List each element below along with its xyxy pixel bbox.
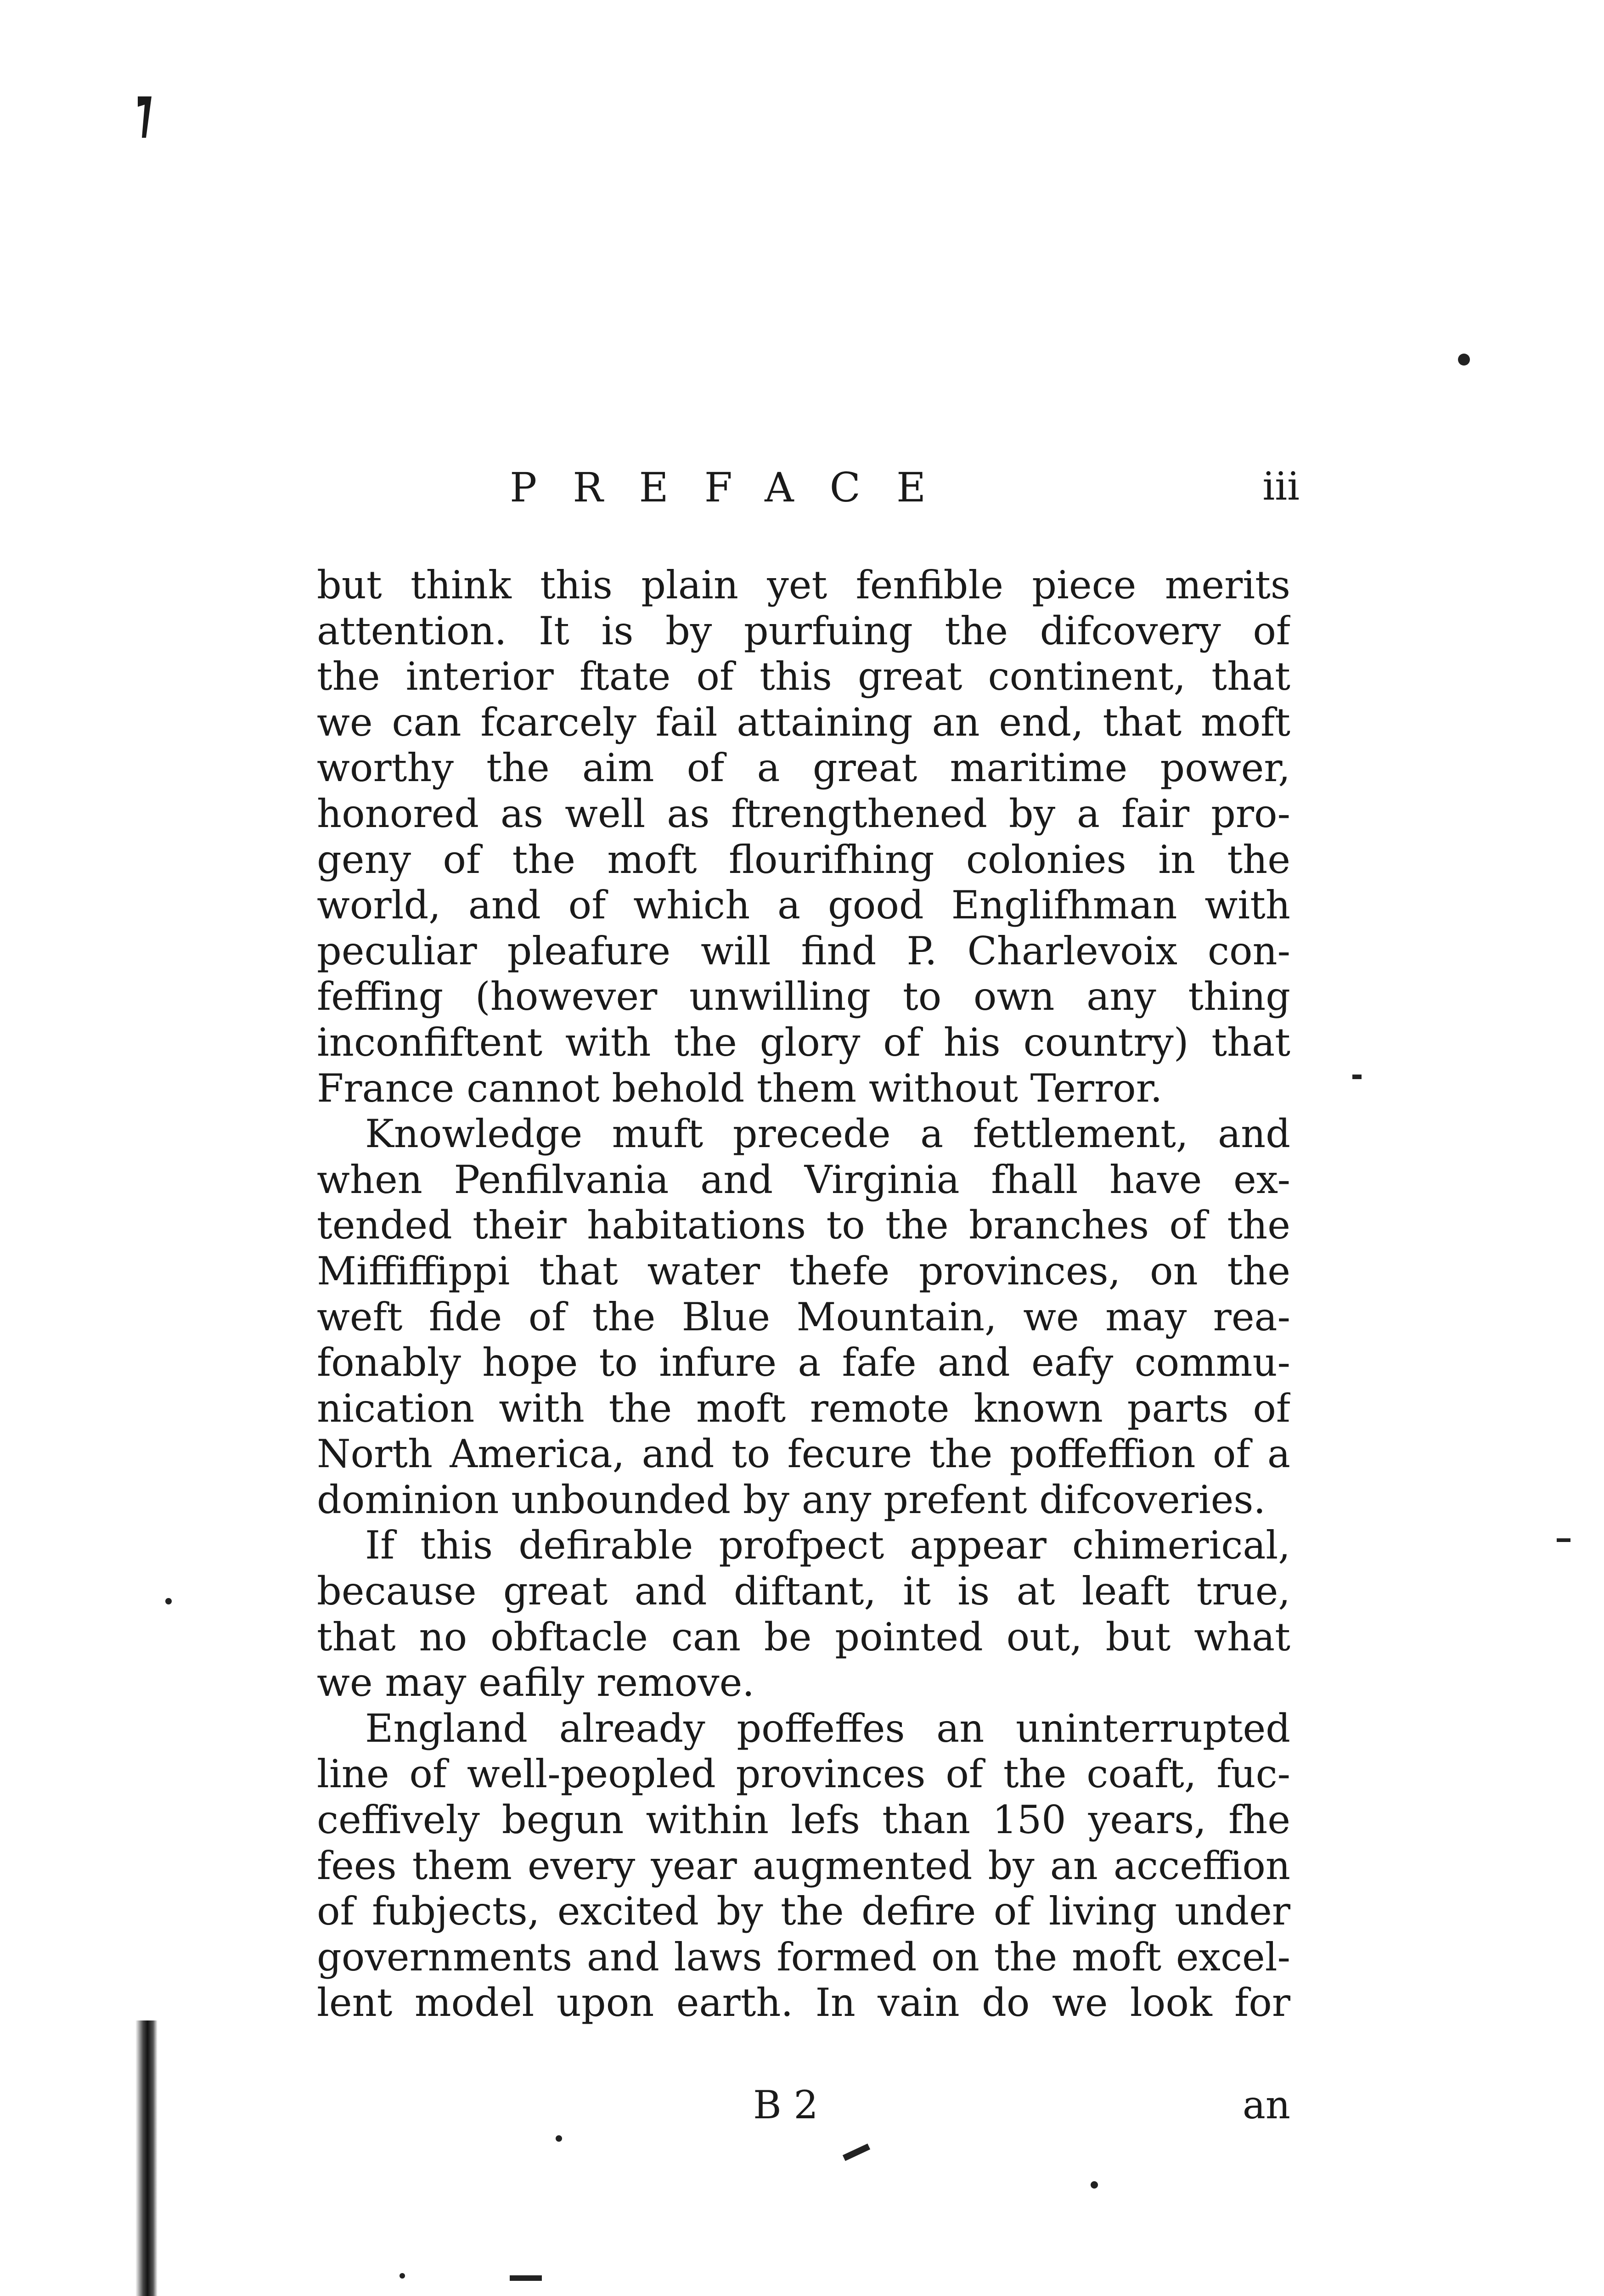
scan-speck [165, 1598, 172, 1604]
scan-speck [556, 2135, 562, 2142]
text-line: ceffively begun within lefs than 150 years, fhe [317, 1797, 1290, 1843]
text-line: attention. It is by purfuing the difcovery of [317, 608, 1290, 653]
catchword: an [1242, 2082, 1290, 2127]
text-line: Knowledge muft precede a fettlement, and [365, 1111, 1290, 1157]
text-line: world, and of which a good Englifhman with [317, 883, 1290, 928]
text-line: France cannot behold them without Terror. [317, 1065, 1163, 1111]
scan-artifact-corner-mark [138, 96, 152, 138]
text-line: we can fcarcely fail attaining an end, that moft [317, 699, 1290, 745]
text-line: when Penfilvania and Virginia fhall have ex- [317, 1157, 1290, 1202]
text-line: fees them every year augmented by an acceffion [317, 1843, 1290, 1888]
body-text [317, 563, 1290, 2026]
text-line: tended their habitations to the branches of the [317, 1203, 1290, 1248]
text-line: governments and laws formed on the moft excel- [317, 1934, 1290, 1980]
text-line: Miffiffippi that water thefe provinces, on the [317, 1248, 1290, 1294]
text-line: fonably hope to infure a fafe and eafy commu- [317, 1340, 1290, 1385]
scan-speck [1091, 2181, 1098, 2189]
text-line: that no obftacle can be pointed out, but what [317, 1614, 1290, 1660]
text-line: because great and diftant, it is at leaft true, [317, 1569, 1290, 1614]
text-line: lent model upon earth. In vain do we look for [317, 1980, 1290, 2026]
text-line: North America, and to fecure the poffeffion of a [317, 1431, 1290, 1477]
text-line: honored as well as ftrengthened by a fair pro- [317, 791, 1290, 836]
text-line: but think this plain yet fenfible piece merits [317, 563, 1290, 608]
text-line: inconfiftent with the glory of his country) that [317, 1019, 1290, 1065]
text-line: we may eafily remove. [317, 1660, 754, 1705]
text-line: dominion unbounded by any prefent difcoveries. [317, 1477, 1266, 1522]
text-line: If this defirable profpect appear chimerical, [365, 1523, 1290, 1568]
running-head [510, 464, 1300, 514]
text-line: geny of the moft flourifhing colonies in the [317, 837, 1290, 882]
page-footer [317, 2082, 1290, 2133]
signature-mark: B 2 [753, 2082, 818, 2127]
scan-speck [843, 2144, 870, 2161]
running-head-title: PREFACE [510, 464, 962, 511]
text-line: worthy the aim of a great maritime power, [317, 745, 1290, 791]
text-line: the interior ftate of this great continent, that [317, 654, 1290, 699]
text-line: feffing (however unwilling to own any thing [317, 974, 1290, 1019]
page-number: iii [1262, 464, 1300, 509]
scan-speck [1557, 1538, 1570, 1542]
text-line: weft fide of the Blue Mountain, we may rea- [317, 1294, 1290, 1339]
scan-artifact-binding-edge [135, 2020, 158, 2296]
scan-speck [1458, 354, 1470, 366]
scan-speck [510, 2275, 542, 2281]
text-line: nication with the moft remote known parts of [317, 1385, 1290, 1431]
text-line: line of well-peopled provinces of the coaft, fuc- [317, 1751, 1290, 1797]
text-line: of fubjects, excited by the defire of living under [317, 1889, 1290, 1934]
text-line: England already poffeffes an uninterrupted [365, 1705, 1290, 1751]
scan-speck [1352, 1075, 1362, 1079]
scan-speck [400, 2273, 405, 2279]
text-line: peculiar pleafure will find P. Charlevoix con- [317, 928, 1290, 974]
